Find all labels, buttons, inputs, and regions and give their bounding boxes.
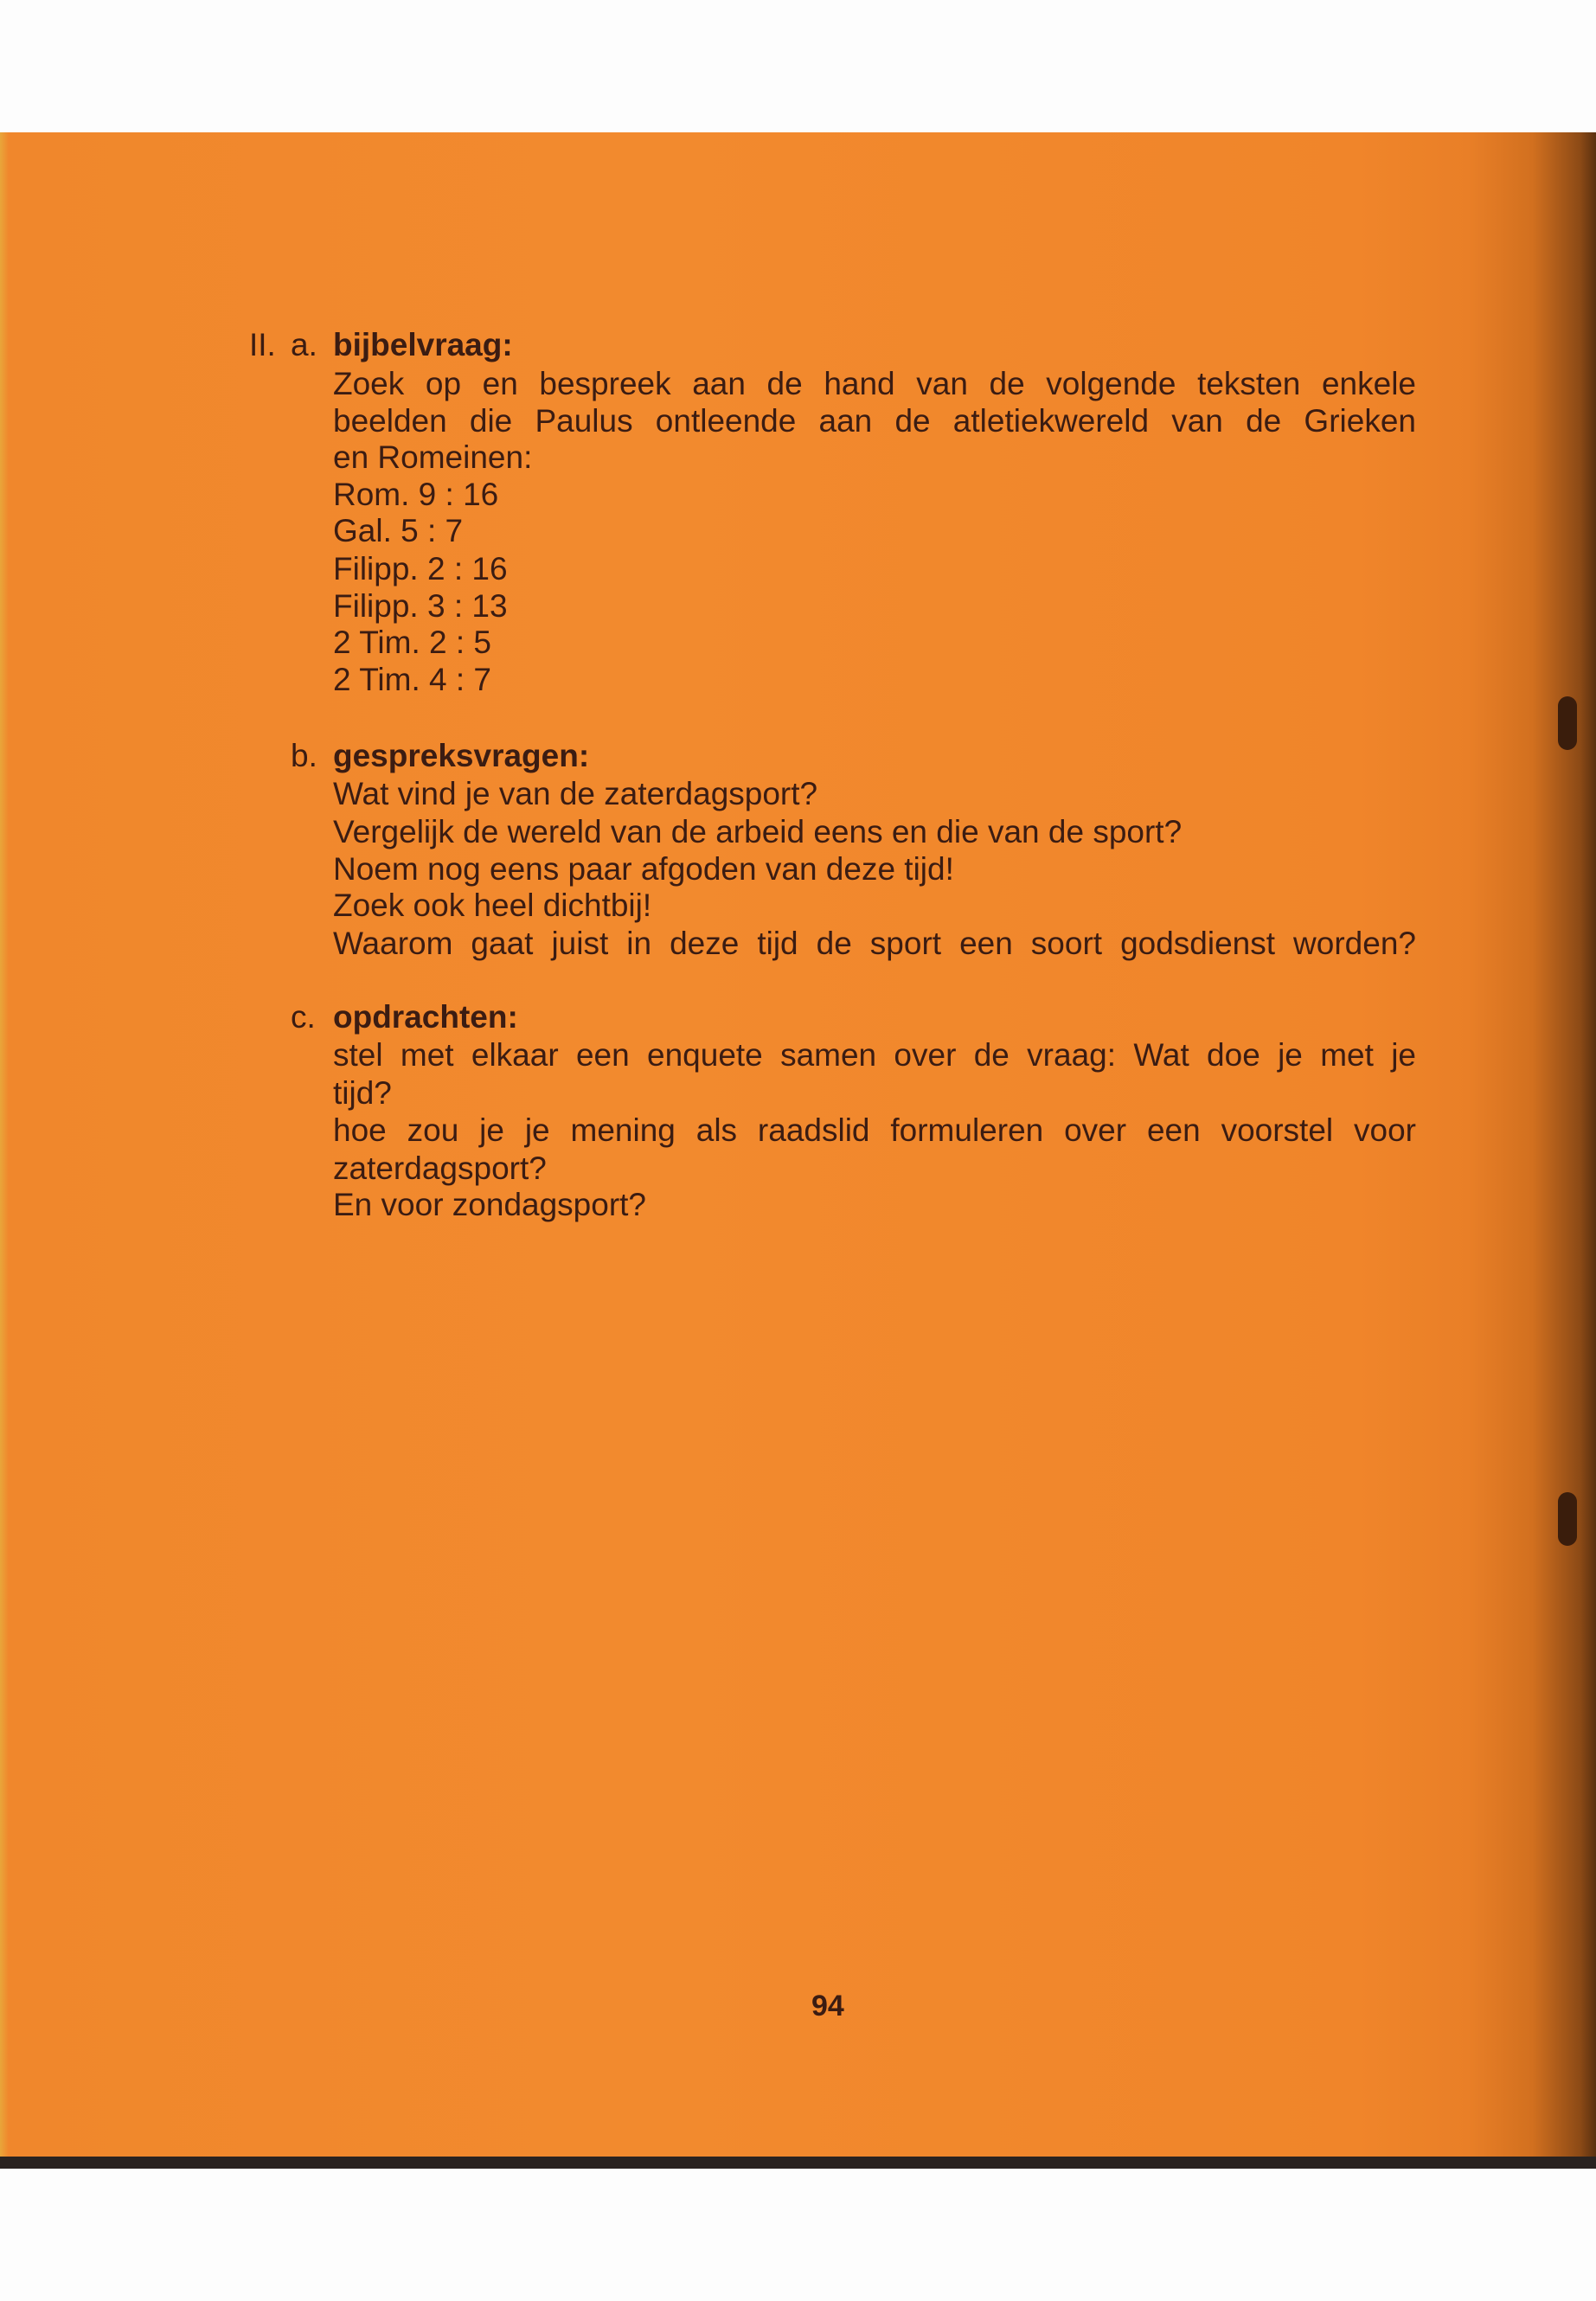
page-number: 94 <box>811 1990 844 2022</box>
marker-c: c. <box>291 999 316 1035</box>
b-line: Zoek ook heel dichtbij! <box>333 888 652 923</box>
heading-a-text: bijbelvraag: <box>333 327 513 362</box>
heading-c-text: opdrachten: <box>333 999 518 1035</box>
a-line: Zoek op en bespreek aan de hand van de volgende teksten enkele <box>333 366 1416 401</box>
section-number: II. <box>249 327 276 362</box>
heading-c <box>333 998 1416 1035</box>
heading-a <box>333 326 1416 363</box>
c-line: En voor zondagsport? <box>333 1187 647 1222</box>
reference: Gal. 5 : 7 <box>333 513 464 548</box>
b-line: Waarom gaat juist in deze tijd de sport een soort godsdienst worden? <box>333 926 1416 961</box>
heading-b <box>333 737 1416 774</box>
b-line: Vergelijk de wereld van de arbeid eens en die van de sport? <box>333 814 1183 849</box>
a-line: en Romeinen: <box>333 439 533 475</box>
b-line: Wat vind je van de zaterdagsport? <box>333 776 818 811</box>
binder-hole <box>1558 1492 1577 1546</box>
reference: 2 Tim. 2 : 5 <box>333 625 492 660</box>
c-line: stel met elkaar een enquete samen over de vraag: Wat doe je met je <box>333 1037 1416 1073</box>
reference: Filipp. 2 : 16 <box>333 551 508 586</box>
marker-b: b. <box>291 738 317 773</box>
a-line: beelden die Paulus ontleende aan de atletiekwereld van de Grieken <box>333 403 1416 439</box>
c-line: tijd? <box>333 1075 392 1111</box>
c-line: hoe zou je je mening als raadslid formuleren over een voorstel voor <box>333 1112 1416 1148</box>
page-bottom-edge <box>0 2157 1596 2169</box>
reference: Filipp. 3 : 13 <box>333 588 508 624</box>
binder-hole <box>1558 696 1577 750</box>
reference: Rom. 9 : 16 <box>333 477 499 512</box>
b-line: Noem nog eens paar afgoden van deze tijd! <box>333 851 954 887</box>
reference: 2 Tim. 4 : 7 <box>333 662 492 697</box>
heading-b-text: gespreksvragen: <box>333 738 590 773</box>
c-line: zaterdagsport? <box>333 1150 547 1186</box>
marker-a: a. <box>291 327 317 362</box>
